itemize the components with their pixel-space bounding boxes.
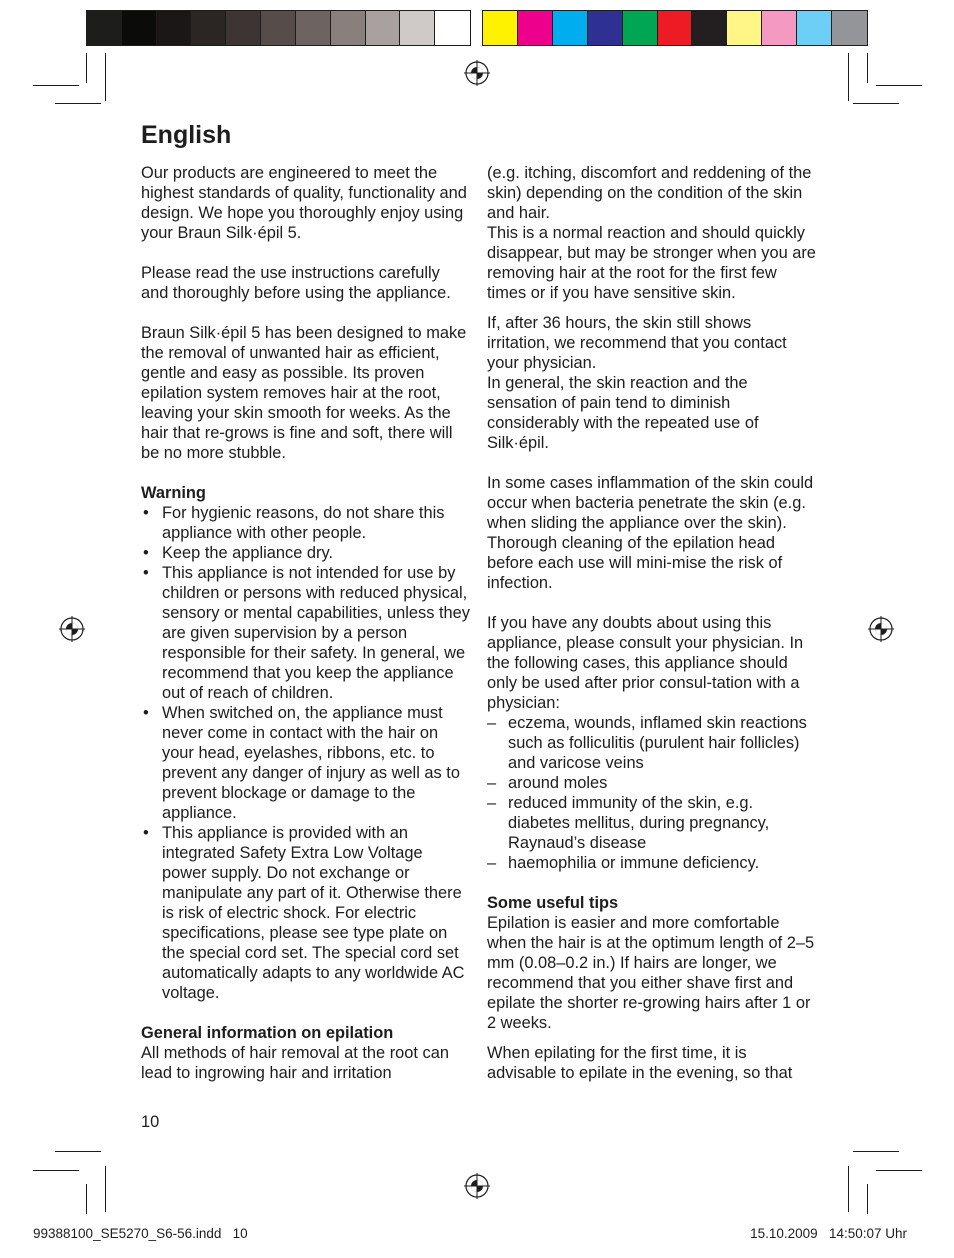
crop-mark (86, 53, 87, 83)
colour-swatch (191, 11, 226, 45)
colour-swatch (296, 11, 331, 45)
conditions-list (487, 713, 817, 873)
crop-mark (105, 53, 106, 101)
crop-mark (33, 85, 79, 86)
colour-swatch (518, 11, 553, 45)
grey-colour-bar (86, 10, 471, 46)
colour-swatch (261, 11, 296, 45)
colour-swatch (588, 11, 623, 45)
list-item-text: around moles (508, 774, 608, 792)
body-paragraph: If, after 36 hours, the skin still shows irritation, we recommend that you contact your physician. (487, 314, 787, 372)
page-number: 10 (141, 1113, 160, 1131)
footer-timestamp: 15.10.2009 14:50:07 Uhr (750, 1226, 907, 1241)
colour-swatch (762, 11, 797, 45)
colour-swatch (658, 11, 693, 45)
crop-mark (848, 1166, 849, 1212)
list-item-text: Keep the appliance dry. (162, 544, 334, 562)
colour-swatch (87, 11, 122, 45)
registration-mark-icon (868, 616, 894, 642)
crop-mark (867, 1184, 868, 1214)
colour-swatch (623, 11, 658, 45)
left-column (141, 163, 471, 1083)
tips-heading: Some useful tips (487, 894, 619, 912)
crop-mark (867, 53, 868, 83)
colour-swatch (483, 11, 518, 45)
general-info-text: All methods of hair removal at the root can lead to ingrowing hair and irritation (141, 1044, 449, 1082)
warning-heading: Warning (141, 484, 206, 502)
colour-swatch (435, 11, 470, 45)
bullet-marker: • (143, 564, 149, 582)
dash-marker: – (487, 854, 497, 872)
colour-swatch (400, 11, 435, 45)
list-item (141, 543, 471, 563)
list-item-text: This appliance is not intended for use by children or persons with reduced physical, sensory or mental capabilities, unless they are given supervision by a person responsible for their safety. In general, we recommend that you keep the appliance out of reach of children. (162, 564, 470, 702)
list-item (141, 823, 471, 1003)
crop-mark (55, 1151, 101, 1152)
list-item (141, 563, 471, 703)
tips-text: When epilating for the first time, it is advisable to epilate in the evening, so that (487, 1044, 793, 1082)
colour-swatch (692, 11, 727, 45)
colour-swatch (331, 11, 366, 45)
list-item-text: When switched on, the appliance must never come in contact with the hair on your head, eyelashes, ribbons, etc. to prevent any danger of injury as well as to prevent blockage or damage to the appliance. (162, 704, 460, 822)
registration-mark-icon (464, 1173, 490, 1199)
bullet-marker: • (143, 704, 149, 722)
colour-swatch (727, 11, 762, 45)
registration-mark-icon (464, 60, 490, 86)
bullet-marker: • (143, 824, 149, 842)
colour-swatch (797, 11, 832, 45)
crop-mark (853, 103, 899, 104)
body-paragraph: In some cases inflammation of the skin could occur when bacteria penetrate the skin (e.g. when sliding the appliance over the skin). Thorough cleaning of the epilation head before each use will mini-mise the risk of infection. (487, 474, 814, 592)
intro-paragraph: Braun Silk·épil 5 has been designed to make the removal of unwanted hair as efficient, gentle and easy as possible. Its proven epilation system removes hair at the root, leaving your skin smooth for weeks. As the hair that re-grows is fine and soft, there will be no more stubble. (141, 324, 467, 462)
footer-file-name: 99388100_SE5270_S6-56.indd 10 (33, 1226, 248, 1241)
crop-mark (86, 1184, 87, 1214)
list-item-text: reduced immunity of the skin, e.g. diabetes mellitus, during pregnancy, Raynaud’s disease (508, 794, 770, 852)
body-paragraph: In general, the skin reaction and the sensation of pain tend to diminish considerably with the repeated use of Silk·épil. (487, 374, 759, 452)
colour-swatch (832, 11, 867, 45)
list-item (487, 773, 817, 793)
dash-marker: – (487, 794, 497, 812)
body-paragraph: This is a normal reaction and should quickly disappear, but may be stronger when you are removing hair at the root for the first few times or if you have sensitive skin. (487, 224, 816, 302)
warning-list (141, 503, 471, 1003)
list-item (487, 713, 817, 773)
crop-mark (848, 53, 849, 101)
crop-mark (853, 1151, 899, 1152)
bullet-marker: • (143, 504, 149, 522)
colour-swatch (157, 11, 192, 45)
colour-swatch (122, 11, 157, 45)
dash-marker: – (487, 774, 497, 792)
crop-mark (55, 103, 101, 104)
list-item (487, 793, 817, 853)
list-item-text: haemophilia or immune deficiency. (508, 854, 760, 872)
right-column (487, 163, 817, 1083)
list-item (141, 703, 471, 823)
body-paragraph: (e.g. itching, discomfort and reddening of the skin) depending on the condition of the skin and hair. (487, 164, 812, 222)
colour-swatch (226, 11, 261, 45)
tips-text: Epilation is easier and more comfortable when the hair is at the optimum length of 2–5 mm (0.08–0.2 in.) If hairs are longer, we recommend that you either shave first and epilate the shorter re-growing hairs after 1 or 2 weeks. (487, 914, 815, 1032)
registration-mark-icon (59, 616, 85, 642)
list-item-text: This appliance is provided with an integrated Safety Extra Low Voltage power supply. Do not exchange or manipulate any part of it. Otherwise there is risk of electric shock. For electric specifications, please see type plate on the special cord set. The special cord set automatically adapts to any worldwide AC voltage. (162, 824, 465, 1002)
body-paragraph: If you have any doubts about using this appliance, please consult your physician. In the following cases, this appliance should only be used after prior consul-tation with a physician: (487, 614, 804, 712)
dash-marker: – (487, 714, 497, 732)
list-item-text: eczema, wounds, inflamed skin reactions such as folliculitis (purulent hair follicles) and varicose veins (508, 714, 807, 772)
list-item (141, 503, 471, 543)
crop-mark (876, 85, 922, 86)
crop-mark (876, 1170, 922, 1171)
crop-mark (33, 1170, 79, 1171)
page-title: English (141, 121, 232, 149)
general-info-heading: General information on epilation (141, 1024, 394, 1042)
colour-swatch (553, 11, 588, 45)
list-item-text: For hygienic reasons, do not share this appliance with other people. (162, 504, 445, 542)
list-item (487, 853, 817, 873)
intro-paragraph: Please read the use instructions carefully and thoroughly before using the appliance. (141, 264, 451, 302)
colour-swatch (366, 11, 401, 45)
cmyk-colour-bar (482, 10, 868, 46)
crop-mark (105, 1166, 106, 1212)
intro-paragraph: Our products are engineered to meet the highest standards of quality, functionality and design. We hope you thoroughly enjoy using your Braun Silk·épil 5. (141, 164, 467, 242)
bullet-marker: • (143, 544, 149, 562)
